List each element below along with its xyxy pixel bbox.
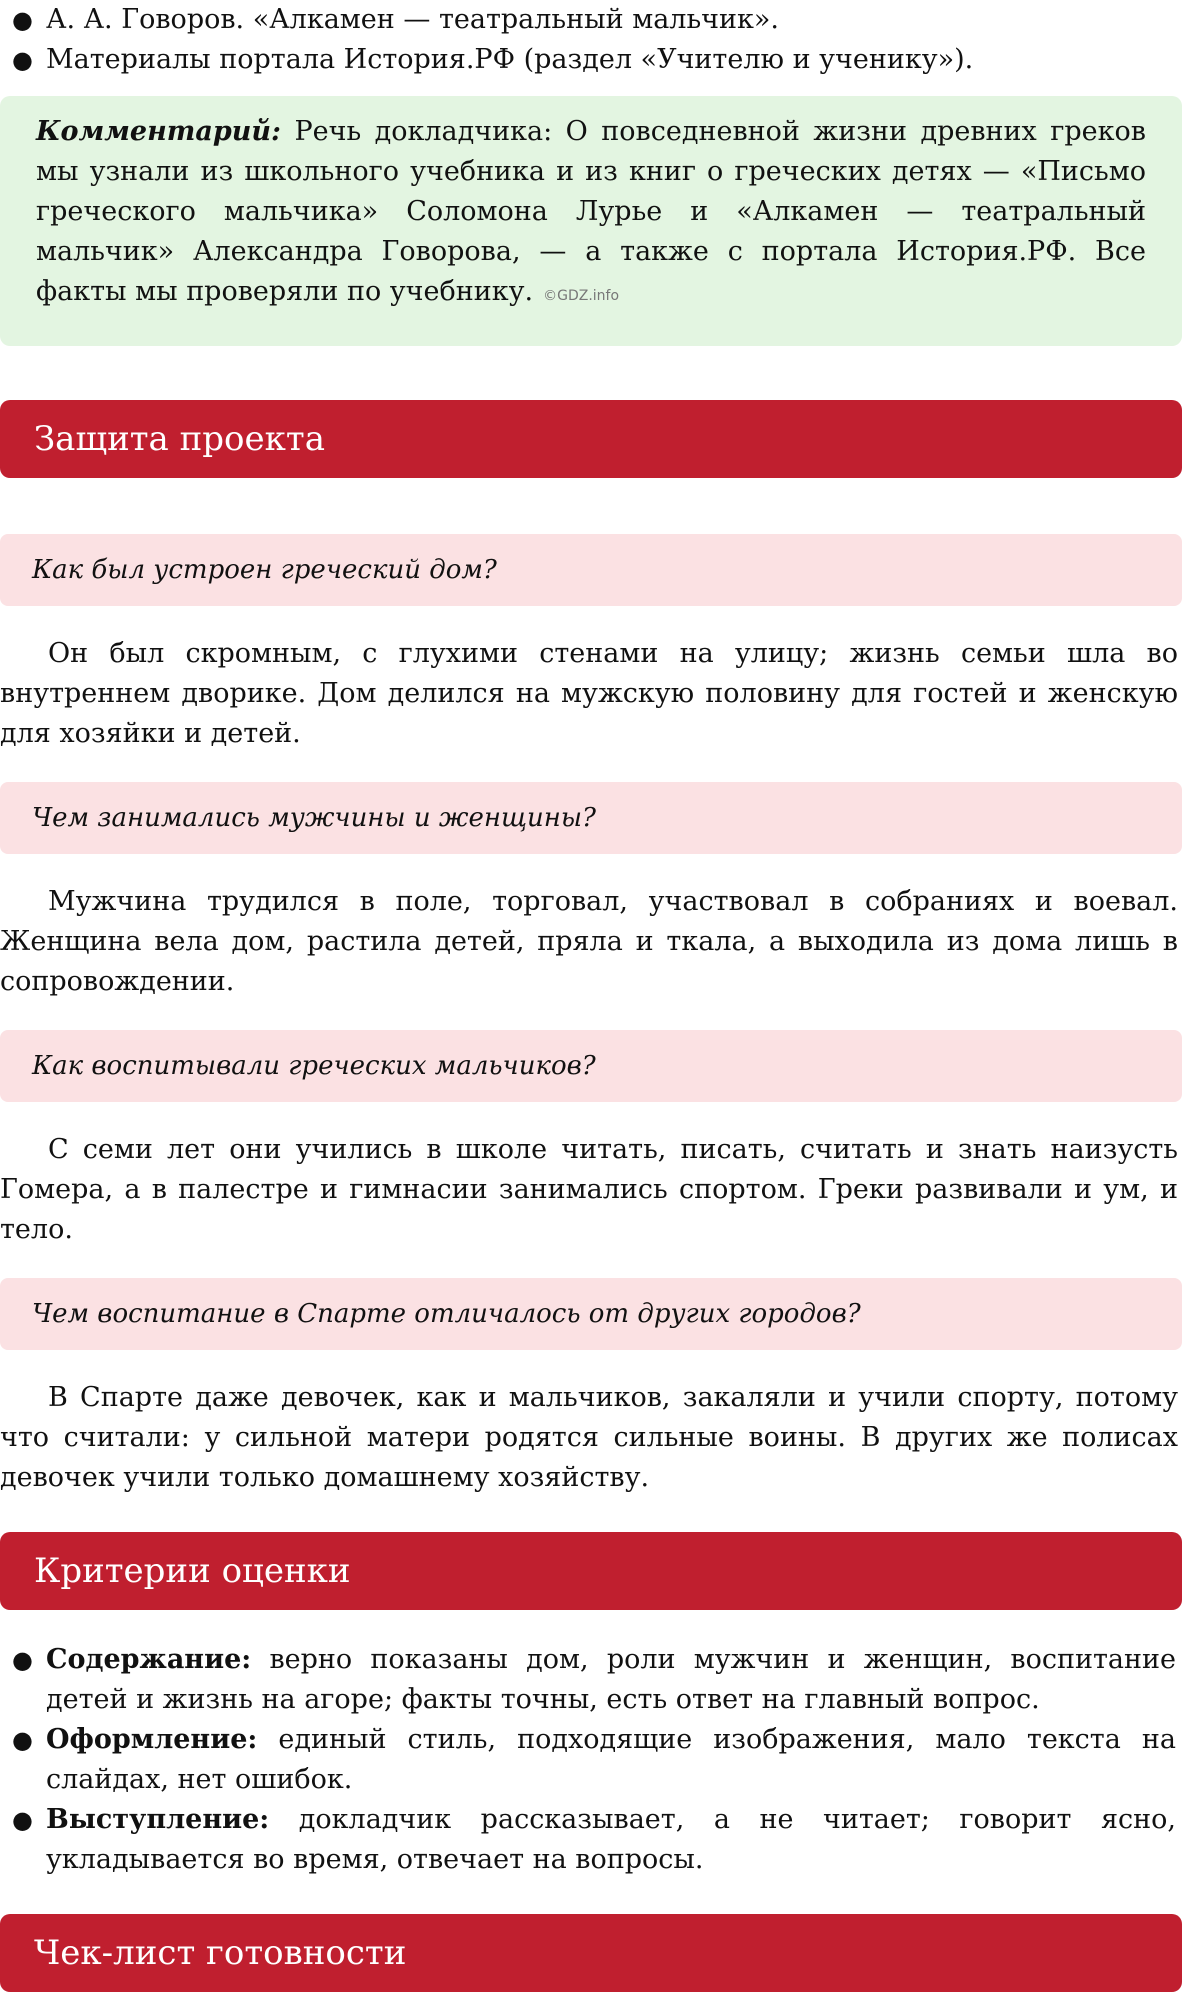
sources-list	[0, 0, 1182, 80]
list-item	[0, 1800, 1182, 1880]
answer-block	[0, 634, 1182, 754]
comment-lead: Комментарий:	[36, 116, 281, 147]
answer-text: В Спарте даже девочек, как и мальчиков, закаляли и учили спорту, потому что считали: у сильной матери родятся сильные воины. В других же полисах девочек учили только домашнему хозяйству.	[0, 1382, 1178, 1493]
comment-mark: ©GDZ.info	[543, 288, 620, 304]
question-bar	[0, 782, 1182, 854]
criterion-label: Содержание:	[46, 1644, 252, 1675]
criterion-label: Выступление:	[46, 1804, 270, 1835]
answer-block	[0, 1378, 1182, 1498]
question-text: Чем занимались мужчины и женщины?	[32, 803, 596, 833]
list-item-text: А. А. Говоров. «Алкамен — театральный мальчик».	[46, 4, 779, 35]
question-bar	[0, 1278, 1182, 1350]
criterion-label: Оформление:	[46, 1724, 258, 1755]
answer-text: С семи лет они учились в школе читать, писать, считать и знать наизусть Гомера, а в палестре и гимнасии занимались спортом. Греки развивали и ум, и тело.	[0, 1134, 1178, 1245]
list-item	[0, 40, 1182, 80]
criterion-text: докладчик рассказывает, а не читает; говорит ясно, укладывается во время, отвечает на вопросы.	[46, 1804, 1176, 1875]
answer-block	[0, 1130, 1182, 1250]
section-header-criteria	[0, 1532, 1182, 1610]
question-text: Как воспитывали греческих мальчиков?	[32, 1051, 596, 1081]
criteria-list-block	[0, 1640, 1182, 1880]
criteria-list	[0, 1640, 1182, 1880]
question-text: Чем воспитание в Спарте отличалось от других городов?	[32, 1299, 861, 1329]
bullet-icon: ●	[12, 1726, 33, 1754]
sources-list-block	[0, 0, 1182, 80]
bullet-icon: ●	[12, 1646, 33, 1674]
bullet-icon: ●	[12, 6, 33, 34]
section-header-defense	[0, 400, 1182, 478]
section-title: Критерии оценки	[34, 1551, 351, 1591]
question-bar	[0, 1030, 1182, 1102]
answer-text: Мужчина трудился в поле, торговал, участвовал в собраниях и воевал. Женщина вела дом, растила детей, пряла и ткала, а выходила из дома лишь в сопровождении.	[0, 886, 1178, 997]
comment-text: Речь докладчика: О повседневной жизни древних греков мы узнали из школьного учебника и из книг о греческих детях — «Письмо греческого мальчика» Соломона Лурье и «Алкамен — театральный мальчик» Александра Говорова, — а также с портала История.РФ. Все факты мы проверяли по учебнику.	[36, 116, 1146, 307]
question-text: Как был устроен греческий дом?	[32, 555, 497, 585]
section-title: Чек-лист готовности	[34, 1933, 407, 1973]
answer-text: Он был скромным, с глухими стенами на улицу; жизнь семьи шла во внутреннем дворике. Дом делился на мужскую половину для гостей и женскую для хозяйки и детей.	[0, 638, 1178, 749]
criterion-text: верно показаны дом, роли мужчин и женщин, воспитание детей и жизнь на агоре; факты точны, есть ответ на главный вопрос.	[46, 1644, 1176, 1715]
section-header-checklist	[0, 1914, 1182, 1992]
criterion-text: единый стиль, подходящие изображения, мало текста на слайдах, нет ошибок.	[46, 1724, 1176, 1795]
comment-box	[0, 96, 1182, 346]
answer-block	[0, 882, 1182, 1002]
bullet-icon: ●	[12, 1806, 33, 1834]
question-bar	[0, 534, 1182, 606]
list-item-text: Материалы портала История.РФ (раздел «Учителю и ученику»).	[46, 44, 974, 75]
list-item	[0, 1640, 1182, 1720]
list-item	[0, 1720, 1182, 1800]
section-title: Защита проекта	[34, 419, 325, 459]
bullet-icon: ●	[12, 46, 33, 74]
list-item	[0, 0, 1182, 40]
